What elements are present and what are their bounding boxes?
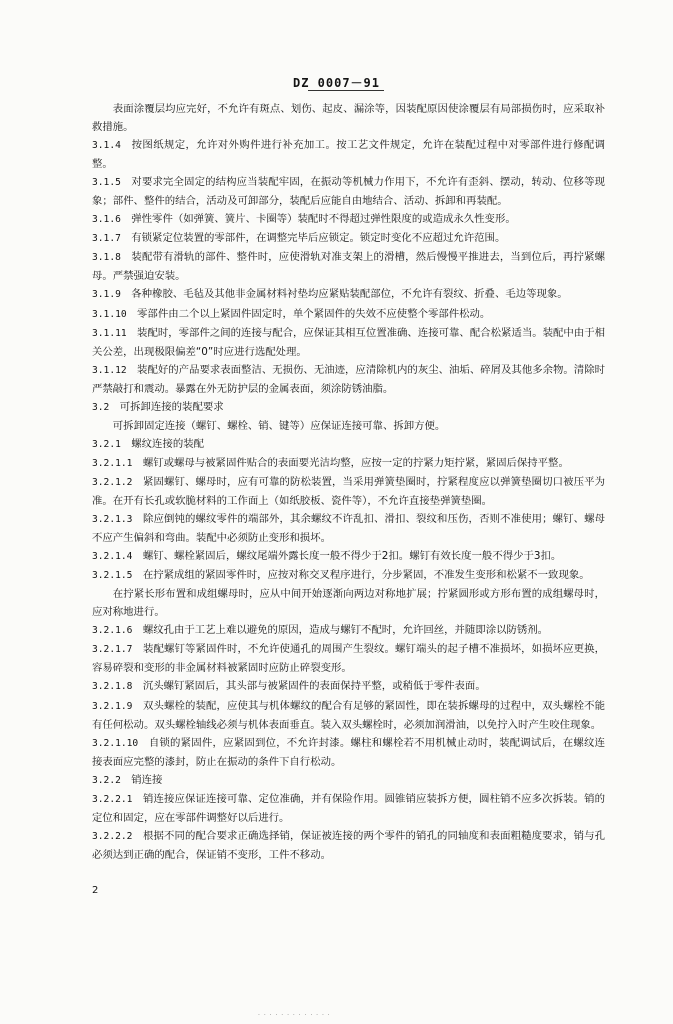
clause-paragraph [92, 173, 605, 210]
clause-paragraph [92, 677, 605, 696]
clause-paragraph [92, 454, 605, 473]
clause-paragraph [92, 585, 605, 621]
clause-text: 螺钉或螺母与被紧固件贴合的表面要光洁均整，应按一定的拧紧力矩拧紧，紧固后保持平整。 [142, 456, 569, 469]
document-body [92, 100, 605, 864]
document-header: DZ 0007－91 [292, 76, 381, 90]
clause-paragraph [92, 324, 605, 361]
clause-paragraph [92, 640, 605, 677]
clause-number: 3.1.4 [92, 140, 121, 152]
clause-paragraph [92, 305, 605, 324]
clause-number: 3.2.1.9 [92, 700, 133, 712]
clause-text: 可拆卸连接的装配要求 [119, 400, 224, 413]
clause-number: 3.1.9 [92, 289, 121, 301]
clause-paragraph [92, 827, 605, 864]
clause-text: 在拧紧成组的紧固零件时，应按对称交叉程序进行，分步紧固，不准发生变形和松紧不一致现象。 [142, 569, 590, 582]
clause-text: 装配带有滑轨的部件、整件时，应使滑轨对准支架上的滑槽，然后慢慢平推进去，当到位后，再拧紧螺母。严禁强迫安装。 [92, 251, 605, 283]
clause-text: 在拧紧长形布置和成组螺母时，应从中间开始逐渐向两边对称地扩展；拧紧圆形或方形布置的成组螺母时，应对称地进行。 [92, 588, 605, 619]
clause-paragraph [92, 248, 605, 285]
clause-number: 3.2.1.7 [92, 644, 133, 656]
clause-text: 各种橡胶、毛毡及其他非金属材料衬垫均应紧贴装配部位，不允许有裂纹、折叠、毛边等现象。 [131, 288, 568, 301]
clause-text: 装配时，零部件之间的连接与配合，应保证其相互位置准确、连接可靠、配合松紧适当。装配中由于相关公差，出现极限偏差“0”时应进行选配处理。 [92, 326, 605, 358]
clause-number: 3.1.12 [92, 364, 127, 376]
clause-number: 3.2.1.5 [92, 570, 133, 582]
clause-text: 装配好的产品要求表面整洁、无损伤、无油迹，应清除机内的灰尘、油垢、碎屑及其他多余物。清除时严禁敲打和震动。暴露在外无防护层的金属表面，须涂防锈油脂。 [92, 363, 605, 395]
clause-text: 螺纹连接的装配 [131, 437, 205, 450]
clause-number: 3.2.1.2 [92, 476, 133, 488]
clause-number: 3.2.2.2 [92, 830, 133, 842]
clause-number: 3.2.2 [92, 774, 121, 786]
clause-paragraph [92, 229, 605, 248]
clause-text: 装配螺钉等紧固件时，不允许使通孔的周围产生裂纹。螺钉端头的起子槽不准损坏，如损坏应更换，容易碎裂和变形的非金属材料被紧固时应防止碎裂变形。 [92, 643, 605, 675]
clause-text: 螺钉、螺栓紧固后，螺纹尾端外露长度一般不得少于2扣。螺钉有效长度一般不得少于3扣。 [142, 550, 562, 563]
clause-paragraph [92, 547, 605, 566]
clause-text: 销连接 [131, 773, 163, 786]
clause-text: 紧固螺钉、螺母时，应有可靠的防松装置，当采用弹簧垫圈时，拧紧程度应以弹簧垫圈切口被压平为准。在开有长孔或软脆材料的工作面上（如纸胶板、瓷件等），不允许直接垫弹簧垫圈。 [92, 475, 605, 507]
section-heading [92, 771, 605, 790]
clause-paragraph [92, 100, 605, 136]
clause-text: 有锁紧定位装置的零部件，在调整完毕后应锁定。锁定时变化不应超过允许范围。 [131, 232, 506, 245]
clause-paragraph [92, 473, 605, 510]
clause-text: 沉头螺钉紧固后，其头部与被紧固件的表面保持平整，或稍低于零件表面。 [142, 680, 486, 693]
clause-number: 3.2.1.8 [92, 681, 133, 693]
clause-number: 3.2.1.4 [92, 551, 133, 563]
clause-paragraph [92, 621, 605, 640]
clause-paragraph [92, 790, 605, 827]
scan-artifact: · · · · · · · · · · · · · [258, 1012, 331, 1019]
clause-number: 3.2.1.6 [92, 625, 133, 637]
clause-number: 3.2 [92, 401, 110, 413]
clause-text: 对要求完全固定的结构应当装配牢固，在振动等机械力作用下，不允许有歪斜、摆动，转动、位移等现象；部件、整件的结合，活动及可卸部分，装配后应能自由地结合、活动、拆卸和再装配。 [92, 176, 605, 208]
page-number: 2 [92, 885, 99, 896]
clause-text: 按图纸规定，允许对外购件进行补充加工。按工艺文件规定，允许在装配过程中对零部件进行修配调整。 [92, 139, 605, 171]
clause-text: 表面涂覆层均应完好，不允许有斑点、划伤、起皮、漏涂等，因装配原因使涂覆层有局部损伤时，应采取补救措施。 [92, 103, 605, 134]
clause-number: 3.1.8 [92, 252, 121, 264]
clause-text: 双头螺栓的装配，应使其与机体螺纹的配合有足够的紧固性，即在装拆螺母的过程中，双头螺栓不能有任何松动。双头螺栓轴线必须与机体表面垂直。装入双头螺栓时，必须加润滑油，以免拧入时产生咬住现象。 [92, 699, 605, 731]
clause-number: 3.1.7 [92, 233, 121, 245]
clause-number: 3.2.1 [92, 438, 121, 450]
clause-number: 3.2.1.3 [92, 514, 133, 526]
clause-text: 弹性零件（如弹簧、簧片、卡圈等）装配时不得超过弹性限度的或造成永久性变形。 [131, 213, 516, 226]
clause-number: 3.2.2.1 [92, 793, 133, 805]
clause-paragraph [92, 136, 605, 173]
clause-number: 3.1.5 [92, 177, 121, 189]
header-underline [308, 90, 384, 91]
clause-number: 3.2.1.1 [92, 457, 133, 469]
clause-paragraph [92, 285, 605, 304]
clause-paragraph [92, 210, 605, 229]
section-heading [92, 398, 605, 417]
clause-text: 除应倒钝的螺纹零件的端部外，其余螺纹不许乱扣、滑扣、裂纹和压伤，否则不准使用；螺钉、螺母不应产生偏斜和弯曲。装配中必须防止变形和损坏。 [92, 513, 605, 545]
clause-text: 螺纹孔由于工艺上难以避免的原因，造成与螺钉不配时，允许回丝，并随即涂以防锈剂。 [142, 624, 549, 637]
clause-text: 可拆卸固定连接（螺钉、螺栓、销、键等）应保证连接可靠、拆卸方便。 [112, 419, 446, 432]
clause-number: 3.1.11 [92, 327, 127, 339]
clause-paragraph [92, 697, 605, 734]
clause-paragraph [92, 734, 605, 771]
clause-number: 3.1.6 [92, 214, 121, 226]
clause-text: 销连接应保证连接可靠、定位准确，并有保险作用。圆锥销应装拆方便，圆柱销不应多次拆装。销的定位和固定，应在零部件调整好以后进行。 [92, 792, 605, 824]
clause-paragraph [92, 417, 605, 435]
clause-number: 3.1.10 [92, 308, 127, 320]
clause-text: 零部件由二个以上紧固件固定时，单个紧固件的失效不应使整个零部件松动。 [137, 307, 491, 320]
clause-text: 根据不同的配合要求正确选择销，保证被连接的两个零件的销孔的同轴度和表面粗糙度要求，销与孔必须达到正确的配合，保证销不变形，工件不移动。 [92, 829, 605, 861]
clause-paragraph [92, 566, 605, 585]
clause-paragraph [92, 510, 605, 547]
clause-number: 3.2.1.10 [92, 737, 139, 749]
section-heading [92, 435, 605, 454]
clause-paragraph [92, 361, 605, 398]
clause-text: 自锁的紧固件，应紧固到位，不允许封漆。螺柱和螺栓若不用机械止动时，装配调试后，在螺纹连接表面应完整的漆封，防止在振动的条件下自行松动。 [92, 736, 605, 768]
